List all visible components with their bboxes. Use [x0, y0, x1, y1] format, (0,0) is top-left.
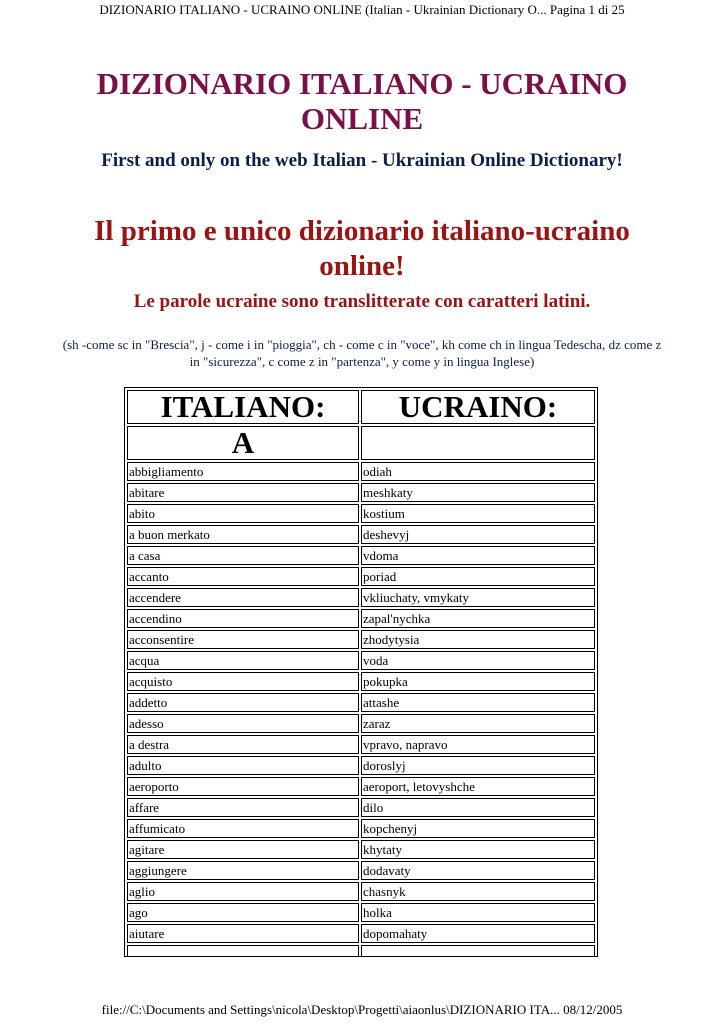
ukrainian-word: zhodytysia — [361, 630, 595, 649]
ukrainian-word: kostium — [361, 504, 595, 523]
italian-word: addetto — [127, 693, 359, 712]
header-italiano: ITALIANO: — [127, 390, 359, 424]
table-header-row — [127, 390, 595, 424]
italian-word: agitare — [127, 840, 359, 859]
table-row — [127, 924, 595, 943]
header-ucraino: UCRAINO: — [361, 390, 595, 424]
italian-word: a destra — [127, 735, 359, 754]
letter-empty-cell — [361, 426, 595, 460]
ukrainian-word: vdoma — [361, 546, 595, 565]
table-row — [127, 483, 595, 502]
italian-word: acconsentire — [127, 630, 359, 649]
letter-row — [127, 426, 595, 460]
table-row — [127, 630, 595, 649]
ukrainian-word: pokupka — [361, 672, 595, 691]
table-row — [127, 672, 595, 691]
table-row — [127, 609, 595, 628]
transliteration-note: Le parole ucraine sono translitterate con caratteri latini. — [133, 291, 591, 312]
dictionary-table — [125, 388, 597, 957]
italian-word: aglio — [127, 882, 359, 901]
table-row — [127, 525, 595, 544]
italian-word: a casa — [127, 546, 359, 565]
table-row — [127, 798, 595, 817]
dictionary-table-frame — [124, 387, 598, 957]
empty-cell — [127, 945, 359, 957]
ukrainian-word: doroslyj — [361, 756, 595, 775]
transliteration-info: (sh -come sc in "Brescia", j - come i in "pioggia", ch - come c in "voce", kh come ch in lingua Tedescha, dz come z in "sicurezza", c come z in "partenza", y come y in lingua Inglese) — [62, 337, 662, 369]
italian-word: adulto — [127, 756, 359, 775]
table-row — [127, 567, 595, 586]
table-row — [127, 588, 595, 607]
table-row — [127, 840, 595, 859]
italian-headline: Il primo e unico dizionario italiano-ucraino online! — [94, 215, 630, 282]
ukrainian-word: kopchenyj — [361, 819, 595, 838]
table-row — [127, 777, 595, 796]
ukrainian-word: meshkaty — [361, 483, 595, 502]
table-row — [127, 504, 595, 523]
ukrainian-word: khytaty — [361, 840, 595, 859]
table-row — [127, 819, 595, 838]
italian-word: affare — [127, 798, 359, 817]
ukrainian-word: vkliuchaty, vmykaty — [361, 588, 595, 607]
ukrainian-word: zapal'nychka — [361, 609, 595, 628]
page-title: DIZIONARIO ITALIANO - UCRAINO ONLINE — [96, 66, 628, 136]
ukrainian-word: deshevyj — [361, 525, 595, 544]
page-footer: file://C:\Documents and Settings\nicola\Desktop\Progetti\aiaonlus\DIZIONARIO ITA... 08/12/2005 — [101, 1002, 623, 1017]
italian-word: aggiungere — [127, 861, 359, 880]
italian-word: acqua — [127, 651, 359, 670]
table-row — [127, 546, 595, 565]
ukrainian-word: dodavaty — [361, 861, 595, 880]
italian-word: ago — [127, 903, 359, 922]
table-row — [127, 735, 595, 754]
italian-word: abito — [127, 504, 359, 523]
italian-word: abitare — [127, 483, 359, 502]
table-row — [127, 714, 595, 733]
table-row — [127, 651, 595, 670]
ukrainian-word: poriad — [361, 567, 595, 586]
table-row — [127, 861, 595, 880]
italian-word: acquisto — [127, 672, 359, 691]
table-row-empty — [127, 945, 595, 957]
ukrainian-word: odiah — [361, 462, 595, 481]
table-row — [127, 903, 595, 922]
ukrainian-word: dopomahaty — [361, 924, 595, 943]
dictionary-body — [127, 426, 595, 957]
ukrainian-word: attashe — [361, 693, 595, 712]
italian-word: accendino — [127, 609, 359, 628]
ukrainian-word: aeroport, letovyshche — [361, 777, 595, 796]
english-subtitle: First and only on the web Italian - Ukrainian Online Dictionary! — [101, 150, 623, 171]
table-row — [127, 756, 595, 775]
letter-heading: A — [127, 426, 359, 460]
table-row — [127, 882, 595, 901]
italian-word: affumicato — [127, 819, 359, 838]
table-row — [127, 462, 595, 481]
ukrainian-word: vpravo, napravo — [361, 735, 595, 754]
italian-word: accanto — [127, 567, 359, 586]
ukrainian-word: voda — [361, 651, 595, 670]
ukrainian-word: holka — [361, 903, 595, 922]
table-row — [127, 693, 595, 712]
page-header: DIZIONARIO ITALIANO - UCRAINO ONLINE (Italian - Ukrainian Dictionary O... Pagina 1 di 25 — [99, 2, 625, 17]
ukrainian-word: zaraz — [361, 714, 595, 733]
italian-word: aiutare — [127, 924, 359, 943]
italian-word: adesso — [127, 714, 359, 733]
italian-word: a buon merkato — [127, 525, 359, 544]
italian-word: aeroporto — [127, 777, 359, 796]
italian-word: accendere — [127, 588, 359, 607]
ukrainian-word: chasnyk — [361, 882, 595, 901]
italian-word: abbigliamento — [127, 462, 359, 481]
empty-cell — [361, 945, 595, 957]
ukrainian-word: dilo — [361, 798, 595, 817]
